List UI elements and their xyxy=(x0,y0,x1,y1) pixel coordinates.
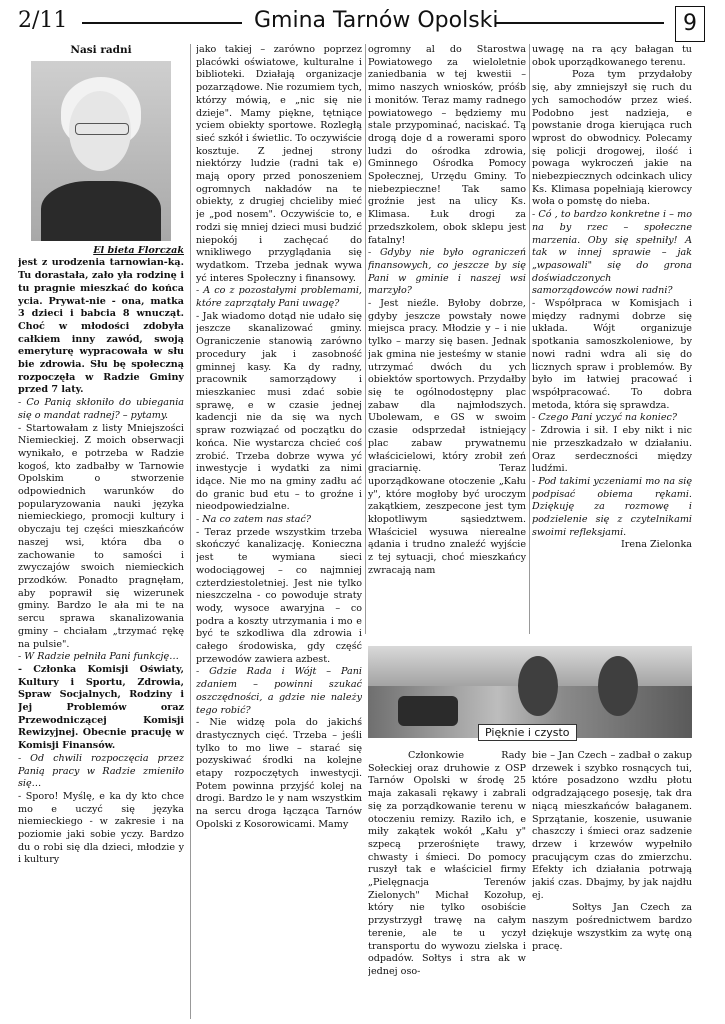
answer: - Startowałam z listy Mniejszości Niemieckiej. Z moich obserwacji wynikało, e potrzeba w Radzie kogoś, kto zadbałby w Tarnowie Opolskim o stworzenie odpowiednich warunków do popularyzowania nauki języka niemieckiego, promocji kultury i obyczaju tej części mieszkańców naszej wsi, która dba o zachowanie to samości i zwyczajów swoich niemieckich przodków. Ponadto pragnęłam, aby poprawił się wizerunek gminy. Bardzo le ała mi te na sercu sprawa skanalizowania gminy – chciałam „trzymać rękę na pulsie". xyxy=(18,422,184,650)
issue-number: 2/11 xyxy=(18,8,68,33)
question: - Có , to bardzo konkretne i – mo na by rzec – społeczne marzenia. Oby się spełniły! A tak w innej sprawie – jak „wpasowali" się do grona doświadczonych samorządowców nowi radni? xyxy=(532,209,692,297)
portrait-glasses xyxy=(75,123,129,135)
photo-tree xyxy=(518,656,558,716)
photo-caption: El bieta Florczak xyxy=(93,244,184,256)
question: - Co Panią skłoniło do ubiegania się o mandat radnej? – pytamy. xyxy=(18,397,184,421)
paragraph: Sołtys Jan Czech za naszym pośrednictwem bardzo dziękuje wszystkim za wytę oną pracę. xyxy=(532,902,692,952)
article-column-4 xyxy=(532,44,692,634)
answer: - Zdrowia i sił. I eby nikt i nic nie przeszkadzało w działaniu. Oraz serdeczności między ludźmi. xyxy=(532,425,692,475)
page-number: 9 xyxy=(675,6,705,42)
column-rule xyxy=(529,44,530,634)
bio-paragraph: jest z urodzenia tarnowian-ką. Tu dorastała, zało yła rodzinę i tu pragnie mieszkać do końca ycia. Prywat-nie - ona, matka 3 dzieci i babcia 8 wnucząt. Choć w młodości zdobyła całkiem inny zawód, swoją emeryturę wypracowała w słu bie zdrowia. Słu bę społeczną rozpoczęła w Radzie Gminy przed 7 laty. xyxy=(18,257,184,396)
article-column-2 xyxy=(196,44,362,1019)
question: - Pod takimi yczeniami mo na się podpisać obiema rękami. Dziękuję za rozmowę i podzielenie się z czytelnikami swoimi refleksjami. xyxy=(532,475,692,538)
question: - Na co zatem nas stać? xyxy=(196,514,311,526)
page-header xyxy=(18,8,707,38)
answer: - Sporo! Myślę, e ka dy kto chce mo e uczyć się języka niemieckiego - w zakresie i na poziomie jaki sobie yczy. Bardzo du o robi się dla dzieci, młodzie y i kultury xyxy=(18,790,184,866)
photo-tree xyxy=(598,656,638,716)
header-rule-left xyxy=(82,22,242,24)
header-rule-right xyxy=(496,22,664,24)
answer: - Teraz przede wszystkim trzeba skończyć kanalizację. Konieczna jest te wymiana sieci wodociągowej – co najmniej czterdziestoletniej. Jest nie tylko nieszczelna - co powoduje straty wody, wysoce awaryjna – co podra a koszty utrzymania i mo e być te szkodliwa dla zdrowia i całego środowiska, gdy część przewodów zawiera azbest. xyxy=(196,526,362,665)
portrait-body xyxy=(41,181,161,241)
author-signature: Irena Zielonka xyxy=(621,539,692,551)
question: - Gdyby nie było ograniczeń finansowych, co jeszcze by się Pani w gminie i naszej wsi marzyło? xyxy=(368,247,526,297)
newsletter-title: Gmina Tarnów Opolski xyxy=(254,8,499,33)
paragraph: ogromny al do Starostwa Powiatowego za wieloletnie zaniedbania w tej kwestii – mimo naszych wniosków, próśb i monitów. Teraz mamy radnego powiatowego – będziemy mu stale przypominać, naciskać. Tą drogą doje d a rowerami sporo ludzi do ośrodka zdrowia, Gminnego Ośrodka Pomocy Społecznej, Urzędu Gminy. To niebezpieczne! Tak samo groźnie jest na ulicy Ks. Klimasa. Łuk drogi za przedszkolem, obok sklepu jest fatalny! xyxy=(368,44,526,246)
question: - A co z pozostałymi problemami, które zaprzątały Pani uwagę? xyxy=(196,285,362,310)
article-column-3 xyxy=(368,44,526,634)
answer: - Jest nieźle. Byłoby dobrze, gdyby jeszcze powstały nowe miejsca pracy. Młodzie y – i nie tylko – marzy się basen. Jednak jak gmina nie jesteśmy w stanie utrzymać dwóch du ych obiektów sportowych. Przydałby się te ogólnodostępny plac zabaw dla najmłodszych. Ubolewam, e GS w swoim czasie odsprzedał istniejący plac zabaw prywatnemu właścicielowi, który zrobił zeń graciarnię. Teraz uporządkowane otoczenie „Kału y", które mogłoby być uroczym zakątkiem, zeszpecone jest tym kłopotliwym sąsiedztwem. Właściciel wysuwa nierealne ądania i trudno znaleźć wyjście z tej sytuacji, choć mieszkańcy zwracają nam xyxy=(368,298,526,576)
column-rule xyxy=(365,44,366,634)
question: - Czego Pani yczyć na koniec? xyxy=(532,412,678,424)
question: - W Radzie pełniła Pani funkcję… xyxy=(18,651,179,663)
photo-label: Pięknie i czysto xyxy=(478,724,577,741)
column-rule xyxy=(190,44,191,1019)
news-column-left xyxy=(368,750,526,1018)
paragraph: Członkowie Rady Sołeckiej oraz druhowie z OSP Tarnów Opolski w środę 25 maja zakasali rękawy i zabrali się za porządkowanie terenu w otoczeniu remizy. Raziło ich, e miły zakątek wokół „Kału y" szpecą przerośnięte trawy, chwasty i śmieci. Do pomocy ruszył tak e właściciel firmy „Pielęgnacja Terenów Zielonych" Michał Kozołup, który nie tylko osobiście przystrzygł trawę na całym terenie, ale te u yczył transportu do wywozu zielska i odpadów. Sołtys i stra ak w jednej oso- xyxy=(368,750,526,977)
section-heading: Nasi radni xyxy=(70,44,132,56)
article-column-1 xyxy=(18,44,184,1019)
paragraph: jako takiej – zarówno poprzez placówki oświatowe, kulturalne i biblioteki. Działają organizacje pozarządowe. Nie rozumiem tych, którzy mówią, e „nic się nie dzieje". Mamy piękne, tętniące yciem obiekty sportowe. Rozległą sieć szkół i świetlic. To oczywiście kosztuje. Z jednej strony niektórzy ludzie (radni tak e) mają opory przed ponoszeniem ogromnych nakładów na te obiekty, z drugiej chcieliby mieć je „pod nosem". Oczywiście to, e rodzi się mniej dzieci musi budzić niepokój i zachęcać do wnikliwego przyglądania się wydatkom. Trzeba jednak wywa yć interes Społeczny i finansowy. xyxy=(196,44,362,284)
paragraph: uwagę na ra ący bałagan tu obok uporządkowanego terenu. xyxy=(532,44,692,68)
question: - Gdzie Rada i Wójt – Pani zdaniem – powinni szukać oszczędności, a gdzie nie należy tego robić? xyxy=(196,666,362,716)
answer: - Współpraca w Komisjach i między radnymi dobrze się układa. Wójt organizuje spotkania samoszkoleniowe, by nowi radni wdra ali się do licznych spraw i problemów. By było im łatwiej pracować i współpracować. To dobra metoda, która się sprawdza. xyxy=(532,298,692,411)
question: - Od chwili rozpoczęcia przez Panią pracy w Radzie zmieniło się… xyxy=(18,752,184,790)
answer: - Członka Komisji Oświaty, Kultury i Sportu, Zdrowia, Spraw Socjalnych, Rodziny i Jej Problemów oraz Przewodniczącej Komisji Rewizyjnej. Obecnie pracuję w Komisji Finansów. xyxy=(18,663,184,752)
news-column-right xyxy=(532,750,692,1018)
portrait-photo xyxy=(31,61,171,241)
photo-mower xyxy=(398,696,458,726)
answer: - Nie widzę pola do jakichś drastycznych cięć. Trzeba – jeśli tylko to mo liwe – starać się pozyskiwać środki na kolejne etapy rozpoczętych inwestycji. Potem powinna przyjść kolej na drogi. Bardzo le y nam wszystkim na sercu droga łącząca Tarnów Opolski z Kosorowicami. Mamy xyxy=(196,717,362,830)
answer: - Jak wiadomo dotąd nie udało się jeszcze skanalizować gminy. Ograniczenie stanowią zarówno procedury jak i zasobność gminnej kasy. Ka dy radny, pracownik samorządowy i mieszkaniec musi zdać sobie sprawę, e w czasie jednej kadencji nie da się wa nych spraw rozwiązać od początku do końca. Nie wystarcza chcieć coś zrobić. Trzeba dobrze wywa yć inwestycje i wydatki za nimi idące. Nie mo na gminy zadłu ać do granic bud etu – to groźne i nieodpowiedzialne. xyxy=(196,310,362,513)
paragraph: bie – Jan Czech – zadbał o zakup drzewek i szybko rosnących tui, które posadzono wzdłu płotu odgradzającego posesję, tak dra niącą mieszkańców bałaganem. Sprzątanie, koszenie, usuwanie chaszczy i śmieci oraz sadzenie drzew i krzewów wypełniło pracującym czas do zmierzchu. Efekty ich działania potrwają jakiś czas. Dbajmy, by jak najdłu ej. xyxy=(532,750,692,901)
paragraph: Poza tym przydałoby się, aby zmniejszył się ruch du ych samochodów przez wieś. Podobno jest nadzieja, e powstanie droga kierująca ruch wprost do obwodnicy. Polecamy się policji drogowej, ilość i powaga wykroczeń jakie na niebezpiecznych odcinkach ulicy Ks. Klimasa popełniają kierowcy woła o pomstę do nieba. xyxy=(532,69,692,208)
